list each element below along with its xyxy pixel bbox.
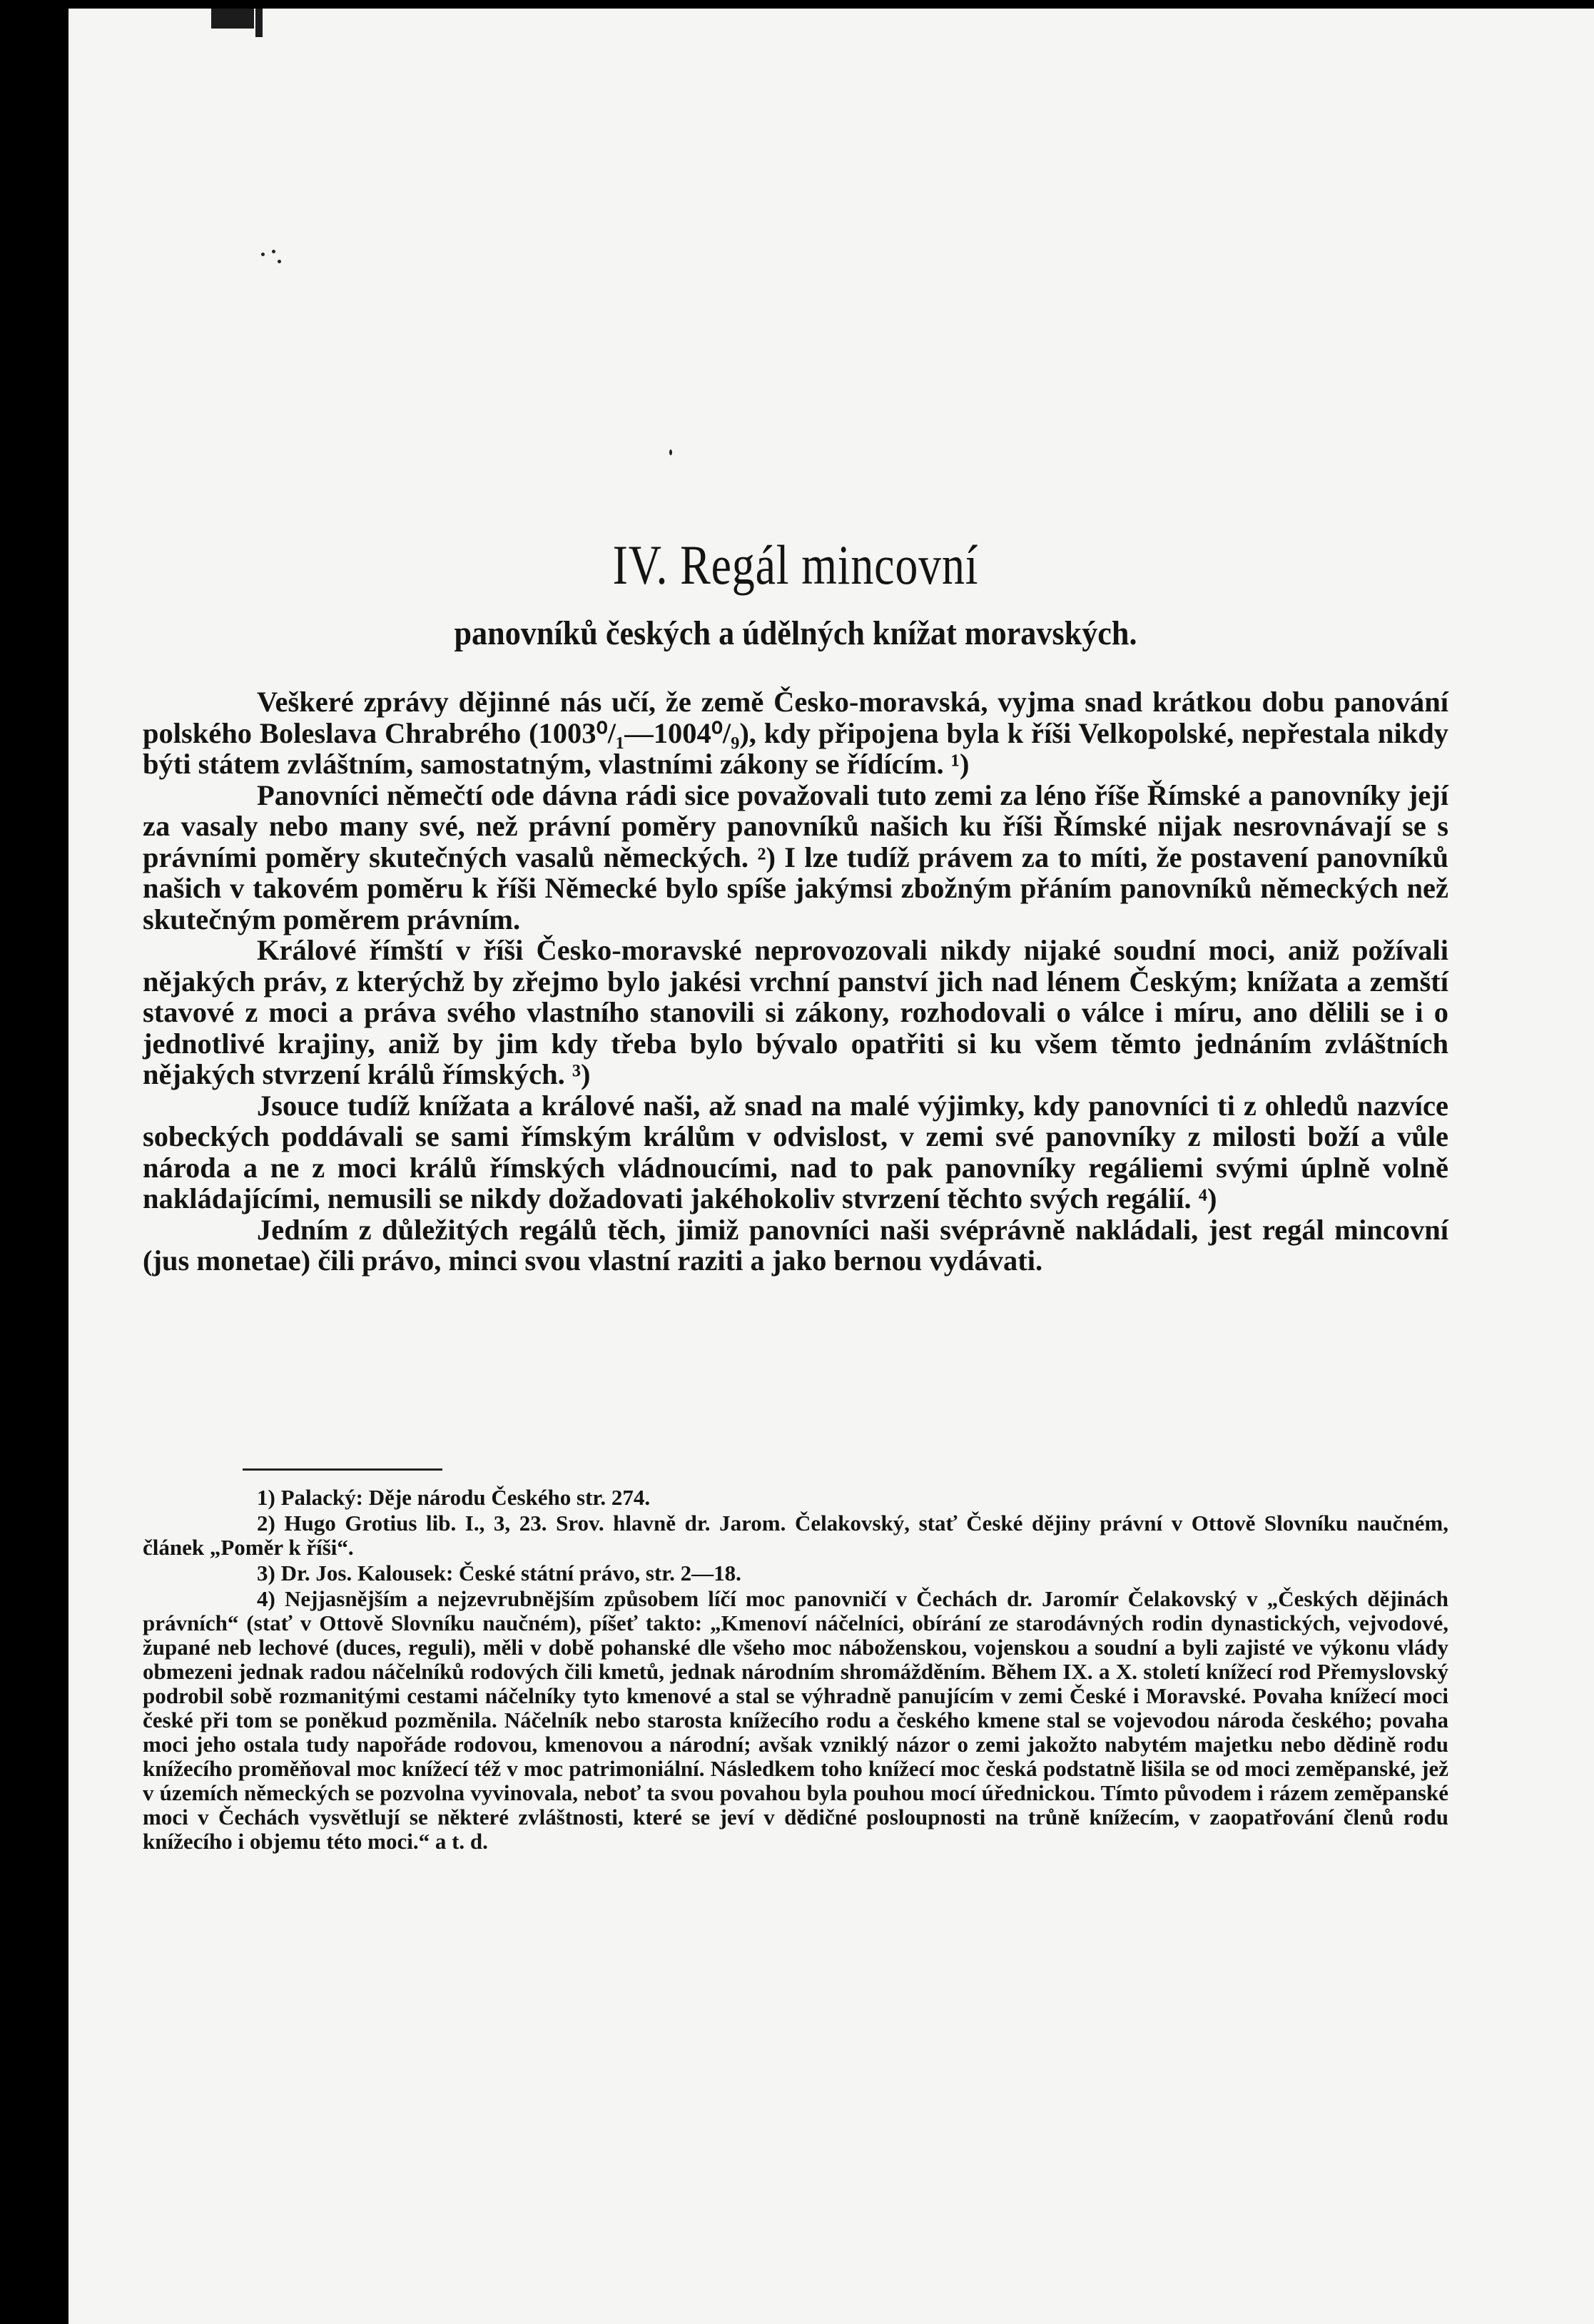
scan-speck [261, 253, 265, 256]
paragraph: Králové římští v říši Česko-moravské neprovozovali nikdy nijaké soudní moci, aniž požívali nějakých práv, z kterýchž by zřejmo bylo jakési vrchní panství jich nad lénem Českým; knížata a zemští stavové z moci a práva svého vlastního stanovili si zákony, rozhodovali o válce i míru, ano dělili se i o jednotlivé krajiny, aniž by jim kdy třeba bylo bývalo opatřiti si ku všem těmto jednáním zvláštních nějakých stvrzení králů římských. ³) [143, 934, 1448, 1090]
footnote: 3) Dr. Jos. Kalousek: České státní právo, str. 2—18. [257, 1561, 741, 1585]
chapter-subtitle: panovníků českých a údělných knížat moravských. [454, 614, 1137, 652]
scan-speck [669, 450, 672, 455]
body-text [143, 686, 1448, 1277]
paragraph: Panovníci němečtí ode dávna rádi sice považovali tuto zemi za léno říše Římské a panovníky její za vasaly nebo many své, než právní poměry panovníků našich ku říši Římské nijak nesrovnávají se s právními poměry skutečných vasalů německých. ²) I lze tudíž právem za to míti, že postavení panovníků našich v takovém poměru k říši Německé bylo spíše jakýmsi zbožným přáním panovníků německých než skutečným poměrem právním. [143, 778, 1448, 935]
paragraph: Veškeré zprávy dějinné nás učí, že země Česko-moravská, vyjma snad krátkou dobu panování polského Boleslava Chrabrého (1003⁰/₁—1004⁰/₉), kdy připojena byla k říši Velkopolské, nepřestala nikdy býti státem zvláštním, samostatným, vlastními zákony se řídícím. ¹) [143, 686, 1448, 780]
scanned-page [68, 9, 1594, 2324]
footnote: 2) Hugo Grotius lib. I., 3, 23. Srov. hlavně dr. Jarom. Čelakovský, stať České dějiny právní v Ottově Slovníku naučném, článek „Poměr k říši“. [143, 1511, 1448, 1560]
footnotes [143, 1486, 1448, 1855]
scan-speck [278, 260, 281, 263]
paragraph: Jedním z důležitých regálů těch, jimiž panovníci naši svéprávně nakládali, jest regál mincovní (jus monetae) čili právo, minci svou vlastní raziti a jako bernou vydávati. [143, 1213, 1448, 1277]
footnote: 1) Palacký: Děje národu Českého str. 274. [257, 1485, 651, 1510]
scan-artifact [255, 9, 263, 37]
paragraph: Jsouce tudíž knížata a králové naši, až snad na malé výjimky, kdy panovníci ti z ohledů nazvíce sobeckých poddávali se sami římským králům v odvislost, v zemi své panovníky z milosti boží a vůle národa a ne z moci králů římských vládnoucími, nad to pak panovníky regáliemi svými úplně volně nakládajícími, nemusili se nikdy dožadovati jakéhokoliv stvrzení těchto svých regálií. ⁴) [143, 1089, 1448, 1214]
scan-speck [272, 250, 275, 253]
chapter-title: IV. Regál mincovní [612, 534, 979, 596]
footnote-divider [243, 1468, 442, 1471]
scan-artifact [211, 9, 254, 29]
footnote: 4) Nejjasnějším a nejzevrubnějším způsobem líčí moc panovničí v Čechách dr. Jaromír Čelakovský v „Českých dějinách právních“ (stať v Ottově Slovníku naučném), píšeť takto: „Kmenoví náčelníci, obírání ze starodávných rodin dynastických, vejvodové, župané neb lechové (duces, reguli), měli v době pohanské dle všeho moc náboženskou, vojenskou a soudní a byli zajisté ve výkonu vlády obmezeni jednak radou náčelníků rodových čili kmetů, jednak národním shromážděním. Během IX. a X. století knížecí rod Přemyslovský podrobil sobě rozmanitými cestami náčelníky tyto kmenové a stal se výhradně panujícím v zemi České i Moravské. Povaha knížecí moci české při tom se poněkud pozměnila. Náčelník nebo starosta knížecího rodu a českého kmene stal se vojevodou národa českého; povaha moci jeho ostala tudy napořáde rodovou, kmenovou a národní; avšak vzniklý názor o zemi jakožto nabytém majetku nebo dědině rodu knížecího proměňoval moc knížecí též v moc patrimoniální. Následkem toho knížecí moc česká podstatně lišila se od moci zeměpanské, jež v územích německých se pozvolna vyvinovala, neboť ta svou povahou byla pouhou mocí úřednickou. Tímto původem i rázem zeměpanské moci v Čechách vysvětlují se některé zvláštnosti, které se jeví v dědičné posloupnosti na trůně knížecím, v zaopatřování členů rodu knížecího i objemu této moci.“ a t. d. [143, 1586, 1448, 1854]
